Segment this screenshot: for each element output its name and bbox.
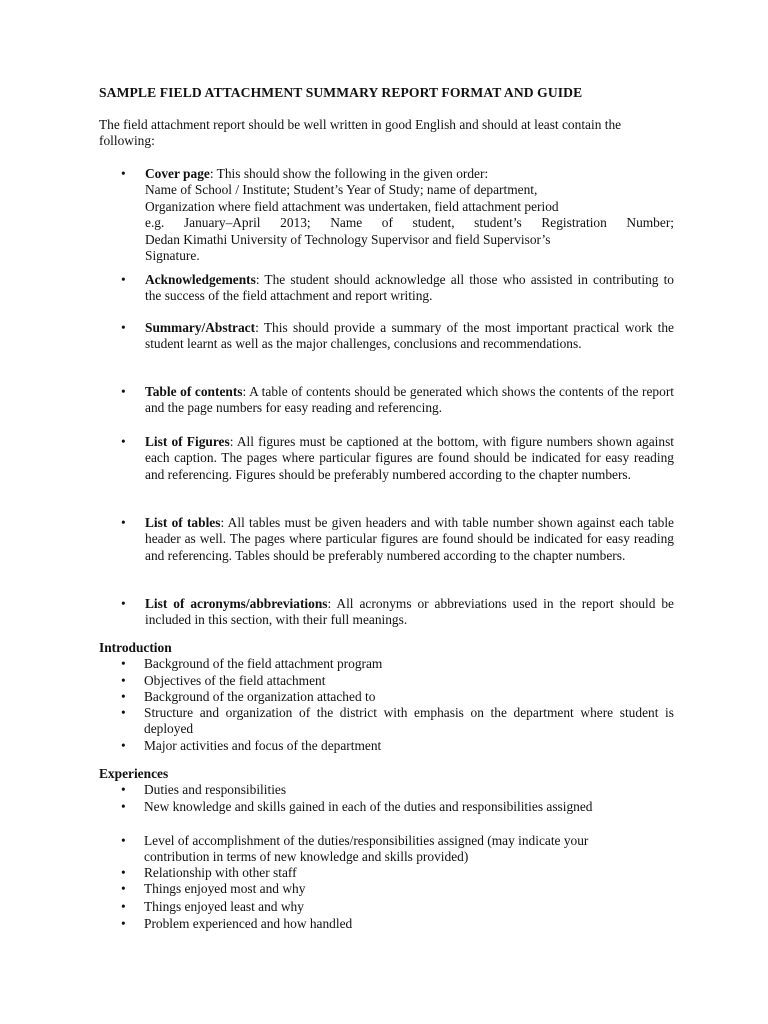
introduction-point [99,689,674,705]
bullet-icon: • [121,782,126,797]
experiences-point [99,865,674,881]
experiences-point [99,916,674,932]
list-item-desc: : A table of contents should be generated which shows the contents of the report and the page numbers for easy reading and referencing. [145,384,674,416]
bullet-icon: • [121,272,126,287]
point-text: Things enjoyed most and why [144,881,306,896]
point-text: Background of the organization attached to [144,689,376,704]
experiences-point [99,833,644,866]
bullet-icon: • [121,515,126,530]
introduction-point [99,656,674,672]
bullet-icon: • [121,833,126,848]
bullet-icon: • [121,916,126,931]
point-text: Duties and responsibilities [144,782,287,797]
introduction-point [99,673,674,689]
list-item-body [145,434,674,483]
list-item-term: Summary/Abstract [145,320,256,335]
list-item-acknowledgements [99,272,674,305]
bullet-icon: • [121,899,126,914]
point-text: Relationship with other staff [144,865,297,880]
list-item-desc: : This should provide a summary of the most important practical work the student learnt as well as the major challenges, conclusions and recommendations. [145,320,674,352]
experiences-point [99,881,674,897]
bullet-icon: • [121,705,126,720]
point-text: Background of the field attachment program [144,656,383,671]
list-item-summary-abstract [99,320,674,353]
point-text: Structure and organization of the district with emphasis on the department where student is deployed [144,705,674,737]
bullet-icon: • [121,434,126,449]
list-item-body [145,384,674,417]
list-item-term: Table of contents [145,384,243,399]
cover-detail-line: e.g. January–April 2013; Name of student, student’s Registration Number; [145,215,674,231]
bullet-icon: • [121,689,126,704]
list-item-cover-page [99,166,674,264]
introduction-point [99,705,674,738]
list-item-list-of-acronyms [99,596,674,629]
list-item-term: Acknowledgements [145,272,256,287]
bullet-icon: • [121,738,126,753]
list-item-term: List of acronyms/abbreviations [145,596,328,611]
list-item-term: List of tables [145,515,221,530]
list-item-desc: : All figures must be captioned at the bottom, with figure numbers shown against each caption. The pages where particular figures are found should be indicated for easy reading and referencing. Figures should be preferably numbered according to the chapter numbers. [145,434,674,482]
list-item-body [145,166,674,264]
experiences-point [99,899,674,915]
bullet-icon: • [121,320,126,335]
list-item-body [145,596,674,629]
list-item-desc: : All tables must be given headers and with table number shown against each table header as well. The pages where particular figures are found should be indicated for easy reading and referencing. Tables should be preferably numbered according to the chapter numbers. [145,515,675,563]
point-text: Problem experienced and how handled [144,916,353,931]
bullet-icon: • [121,384,126,399]
bullet-icon: • [121,865,126,880]
list-item-desc: : This should show the following in the given order: [209,166,489,181]
bullet-icon: • [121,881,126,896]
bullet-icon: • [121,596,126,611]
cover-detail-line: Dedan Kimathi University of Technology Supervisor and field Supervisor’s [145,231,551,247]
list-item-desc: : All acronyms or abbreviations used in the report should be included in this section, with their full meanings. [145,596,674,628]
point-text: Major activities and focus of the department [144,738,382,753]
list-item-body [145,272,674,305]
list-item-list-of-tables [99,515,674,564]
point-text: Things enjoyed least and why [144,899,304,914]
experiences-point [99,799,629,815]
list-item-table-of-contents [99,384,674,417]
document-title: SAMPLE FIELD ATTACHMENT SUMMARY REPORT FORMAT AND GUIDE [99,85,583,100]
intro-paragraph: The field attachment report should be well written in good English and should at least contain the following: [99,117,622,149]
bullet-icon: • [121,656,126,671]
point-text: New knowledge and skills gained in each of the duties and responsibilities assigned [144,799,593,814]
cover-detail-line: Name of School / Institute; Student’s Year of Study; name of department, [145,182,538,198]
list-item-body [145,320,674,353]
section-heading-introduction: Introduction [99,640,172,655]
list-item-body [145,515,674,564]
introduction-point [99,738,674,754]
experiences-point [99,782,674,798]
bullet-icon: • [121,673,126,688]
list-item-desc: : The student should acknowledge all those who assisted in contributing to the success of the field attachment and report writing. [145,272,674,304]
bullet-icon: • [121,166,126,181]
section-heading-experiences: Experiences [99,766,169,781]
list-item-list-of-figures [99,434,674,483]
bullet-icon: • [121,799,126,814]
cover-detail-line: Organization where field attachment was undertaken, field attachment period [145,198,559,214]
list-item-term: List of Figures [145,434,230,449]
point-text: Objectives of the field attachment [144,673,326,688]
point-text: Level of accomplishment of the duties/responsibilities assigned (may indicate your contribution in terms of new knowledge and skills provided) [144,833,589,865]
cover-detail-line: Signature. [145,248,200,264]
list-item-term: Cover page [145,166,210,181]
